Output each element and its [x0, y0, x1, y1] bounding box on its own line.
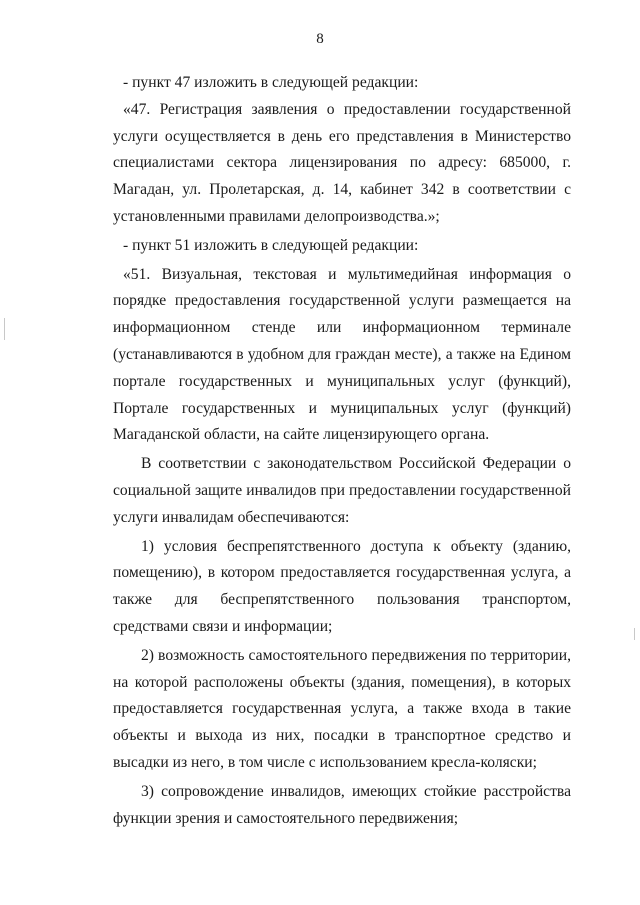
- provision-3: 3) сопровождение инвалидов, имеющих стойкие расстройства функции зрения и самостоятельного передвижения;: [113, 782, 571, 827]
- provision-2: 2) возможность самостоятельного передвижения по территории, на которой расположены объекты (здания, помещения), в которых предоставляется государственная услуга, а также входа в такие объекты и выхода из них, посадки в транспортное средство и высадки из него, в том числе с использованием кресла-коляски;: [113, 646, 571, 771]
- item-51-text: «51. Визуальная, текстовая и мультимедийная информация о порядке предоставления государственной услуги размещается на информационном стенде или информационном терминале (устанавливаются в удобном для граждан месте), а также на Едином портале государственных и муниципальных услуг (функций), Портале государственных и муниципальных услуг (функций) Магаданской области, на сайте лицензирующего органа.: [113, 265, 571, 444]
- scan-edge-mark-left: [4, 318, 5, 340]
- item-47-text: «47. Регистрация заявления о предоставлении государственной услуги осуществляется в день его представления в Министерство специалистами сектора лицензирования по адресу: 685000, г. Магадан, ул. Пролетарская, д. 14, кабинет 342 в соответствии с установленными правилами делопроизводства.»;: [113, 100, 571, 225]
- disability-provisions-intro: В соответствии с законодательством Российской Федерации о социальной защите инвалидов при предоставлении государственной услуги инвалидам обеспечиваются:: [113, 455, 571, 526]
- document-body: [113, 70, 571, 832]
- page-number: 8: [316, 31, 324, 47]
- amendment-intro-item-47: - пункт 47 изложить в следующей редакции:: [123, 74, 419, 91]
- provision-1: 1) условия беспрепятственного доступа к объекту (зданию, помещению), в котором предоставляется государственная услуга, а также для беспрепятственного пользования транспортом, средствами связи и информации;: [113, 537, 571, 635]
- scan-edge-mark-right: [634, 628, 635, 640]
- amendment-intro-item-51: - пункт 51 изложить в следующей редакции:: [123, 236, 419, 254]
